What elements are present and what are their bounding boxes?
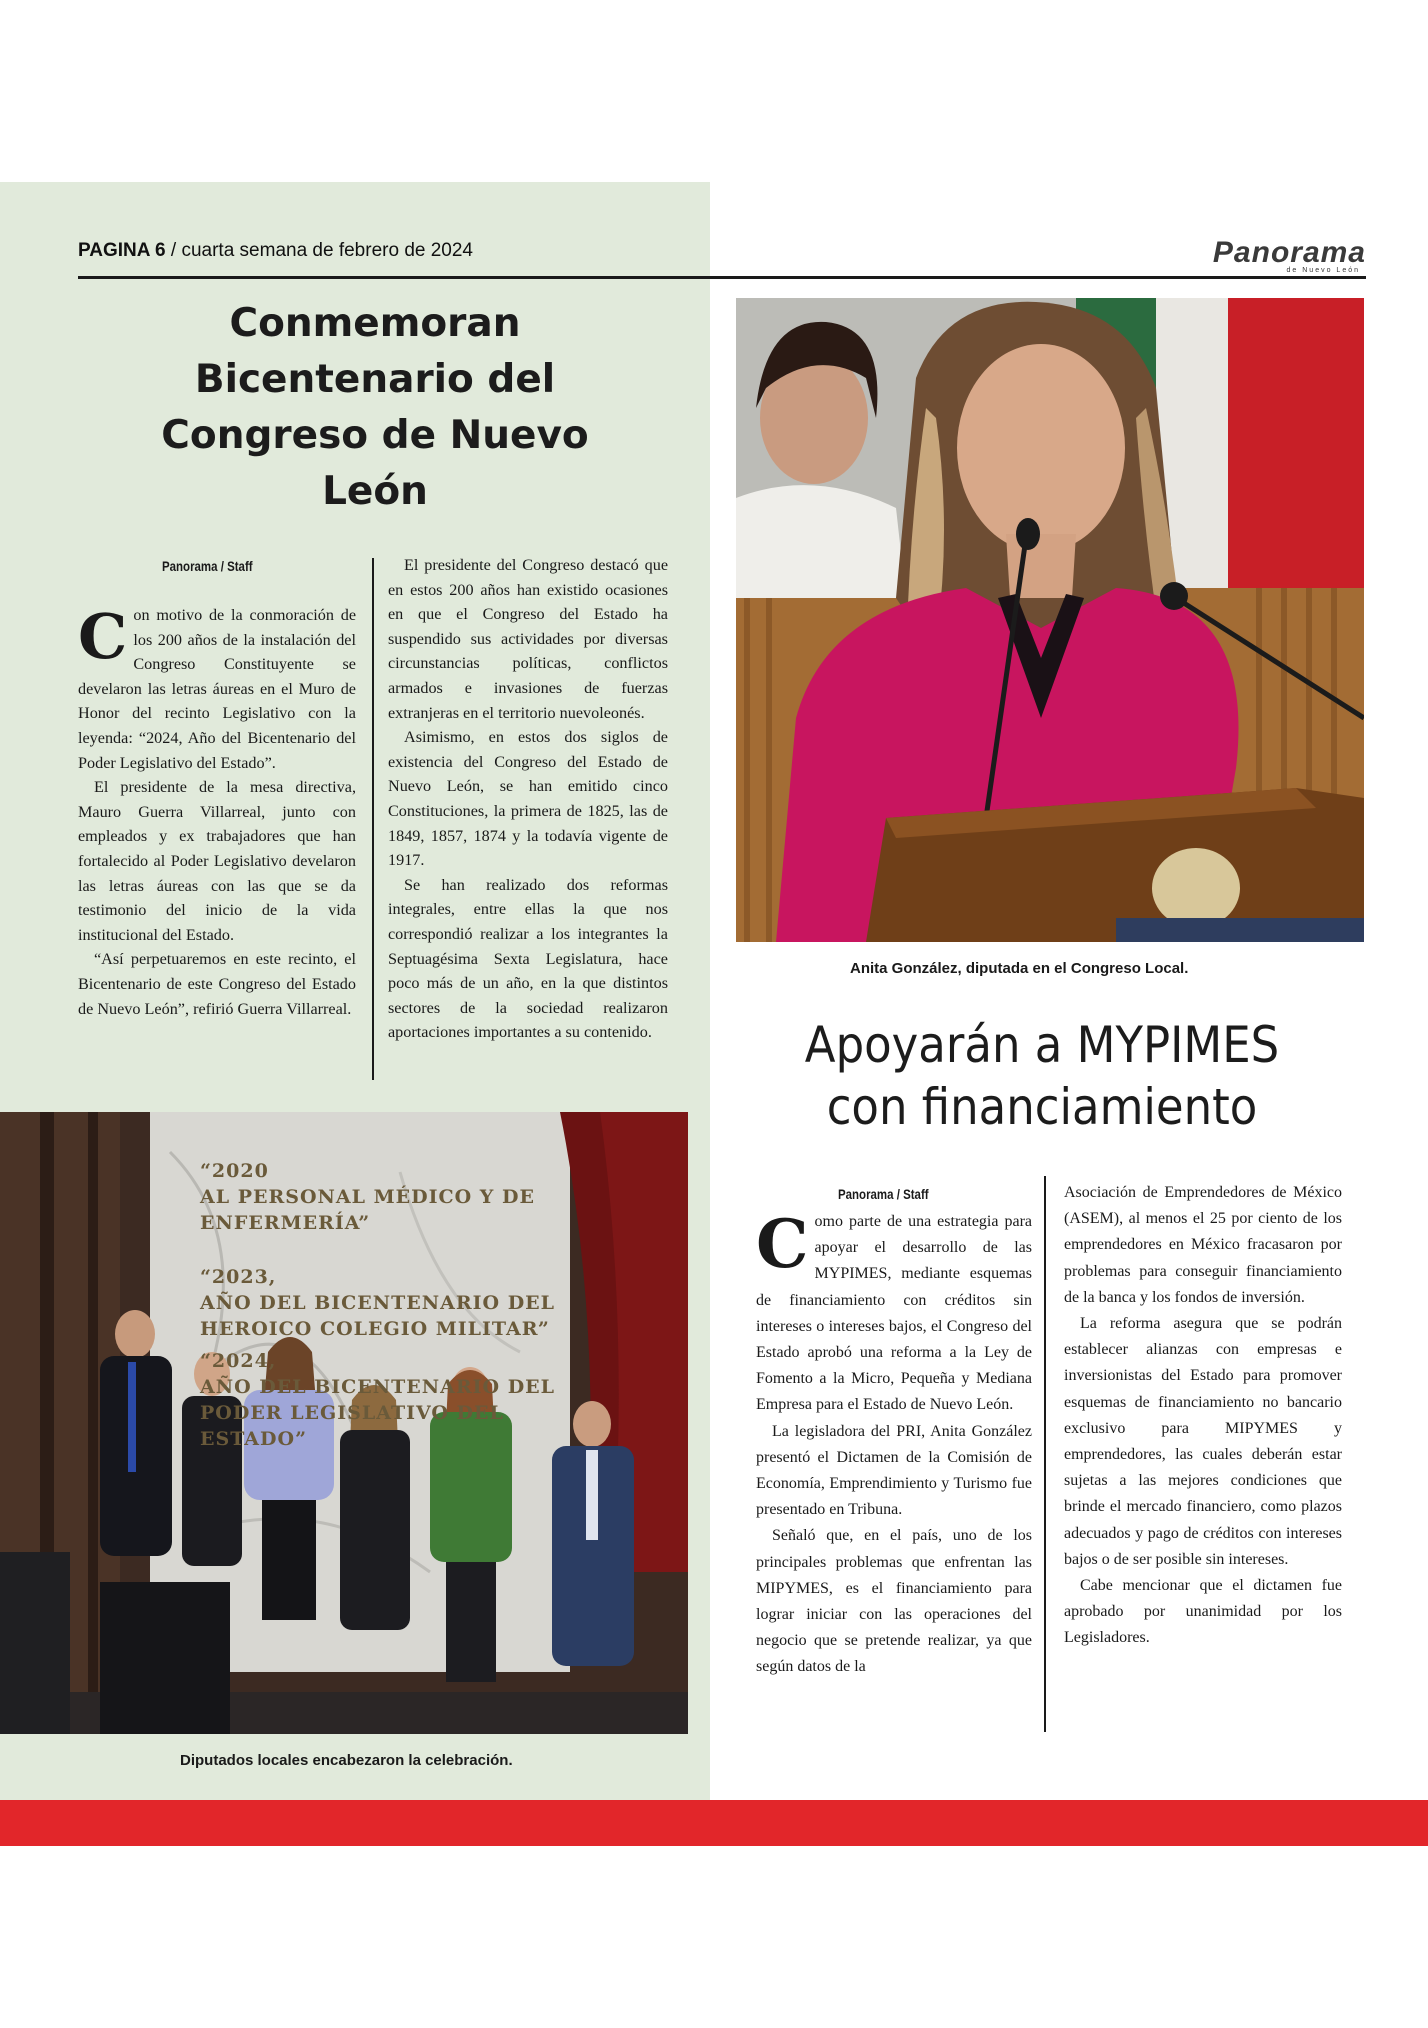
article2-dropcap: C: [756, 1205, 809, 1283]
article2-paragraph: Asociación de Emprendedores de México (ASEM), al menos el 25 por ciento de los emprendedores en México fracasaron por problemas para conseguir financiamiento de la banca y los fondos de inversión.: [1064, 1184, 1342, 1306]
article2-paragraph: La reforma asegura que se podrán establecer alianzas con empresas e inversionistas del Estado para promover esquemas de financiamiento no bancario exclusivo para MIPYMES y emprendedores, las cuales deberán estar sujetas a las mejores condiciones que brinde el mercado financiero, como plazos adecuados y pago de créditos con intereses bajos o de ser posible sin intereses.: [1064, 1315, 1342, 1568]
article2-paragraph: Señaló que, en el país, uno de los principales problemas que enfrentan las MIPYMES, es el financiamiento para lograr iniciar con las operaciones del negocio que se pretende realizar, ya que según datos de la: [756, 1527, 1032, 1676]
speaker-illustration: [736, 298, 1364, 942]
article1-paragraph: Se han realizado dos reformas integrales, entre ellas la que nos correspondió realizar a los integrantes la Septuagésima Sexta Legislatura, hace poco más de un año, en la que distintos sectores de la sociedad realizaron aportaciones importantes a su contenido.: [388, 875, 668, 1042]
article1-paragraph: Asimismo, en estos dos siglos de existencia del Congreso del Estado de Nuevo León, se han emitido cinco Constituciones, la primera de 1825, las de 1849, 1857, 1874 y la todavía vigente de 1917.: [388, 728, 668, 870]
inscription-line: “2020: [200, 1160, 269, 1182]
inscription-line: AÑO DEL BICENTENARIO DEL: [200, 1376, 556, 1398]
honor-wall-inscriptions: [200, 1158, 580, 1452]
panorama-logo: [1170, 236, 1366, 276]
article2-column-1: [756, 1205, 1032, 1681]
inscription-line: HEROICO COLEGIO MILITAR”: [200, 1318, 550, 1340]
article1-paragraph: El presidente del Congreso destacó que en estos 200 años han existido ocasiones en que el Congreso del Estado ha suspendido sus actividades por diversas circunstancias políticas, conflictos armados e invasiones de fuerzas extranjeras en el territorio nuevoleonés.: [388, 556, 668, 722]
inscription-line: AL PERSONAL MÉDICO Y DE ENFERMERÍA”: [200, 1186, 535, 1234]
article1-paragraph: Con motivo de la conmoración de los 200 años de la instalación del Congreso Constituyente se develaron las letras áureas en el Muro de Honor del recinto Legislativo con la leyenda: “2024, Año del Bicentenario del Poder Legislativo del Estado”.: [78, 600, 356, 772]
inscription-line: “2023,: [200, 1266, 277, 1288]
article1-paragraph: El presidente de la mesa directiva, Mauro Guerra Villarreal, junto con empleados y ex trabajadores que han fortalecido al Poder Legislativo develaron las letras áureas con las que se da testimonio del inicio de la vida institucional del Estado.: [78, 778, 356, 944]
honor-wall-photo: [0, 1112, 688, 1734]
inscription-line: PODER LEGISLATIVO DEL ESTADO”: [200, 1402, 504, 1450]
article2-paragraph: Cabe mencionar que el dictamen fue aprobado por unanimidad por los Legisladores.: [1064, 1577, 1342, 1647]
header-separator: /: [170, 240, 177, 261]
inscription-line: “2024,: [200, 1350, 277, 1372]
page-label: [78, 240, 473, 262]
issue-date: cuarta semana de febrero de 2024: [181, 240, 473, 261]
article1-column-1: [78, 600, 356, 1021]
article2-headline-line: con financiamiento: [826, 1078, 1258, 1136]
article2-paragraph: Como parte de una estrategia para apoyar el desarrollo de las MYPIMES, mediante esquemas de financiamiento con créditos sin intereses o intereses bajos, el Congreso del Estado aprobó una reforma a la Ley de Fomento a la Micro, Pequeña y Mediana Empresa para el Estado de Nuevo León.: [756, 1205, 1032, 1414]
honor-wall-caption: Diputados locales encabezaron la celebración.: [180, 1752, 513, 1769]
anita-gonzalez-photo: [736, 298, 1364, 942]
article1-byline: Panorama / Staff: [162, 558, 253, 574]
article1-headline: Conmemoran Bicentenario del Congreso de Nuevo León: [161, 301, 589, 514]
logo-subtext: de Nuevo León: [1286, 267, 1360, 274]
bottom-red-bar: [0, 1800, 1428, 1846]
header-rule: [78, 276, 1366, 279]
article1-dropcap: C: [78, 600, 128, 673]
article1-paragraph: “Así perpetuaremos en este recinto, el Bicentenario de este Congreso del Estado de Nuevo León”, refirió Guerra Villarreal.: [78, 950, 356, 1018]
page-number: PAGINA 6: [78, 240, 166, 261]
logo-text: Panorama: [1212, 236, 1366, 269]
inscription-line: AÑO DEL BICENTENARIO DEL: [200, 1292, 556, 1314]
article2-byline: Panorama / Staff: [838, 1186, 929, 1202]
article2-column-rule: [1044, 1176, 1046, 1732]
article1-column-rule: [372, 558, 374, 1080]
article1-column-2: [388, 553, 668, 1045]
article2-column-2: [1064, 1180, 1342, 1652]
article2-headline-line: Apoyarán a MYPIMES: [804, 1016, 1280, 1074]
article2-headline: [767, 1014, 1318, 1138]
page-header: [78, 236, 1366, 280]
anita-gonzalez-caption: Anita González, diputada en el Congreso Local.: [850, 960, 1189, 977]
article2-paragraph: La legisladora del PRI, Anita González presentó el Dictamen de la Comisión de Economía, Emprendimiento y Turismo fue presentado en Tribuna.: [756, 1422, 1032, 1519]
